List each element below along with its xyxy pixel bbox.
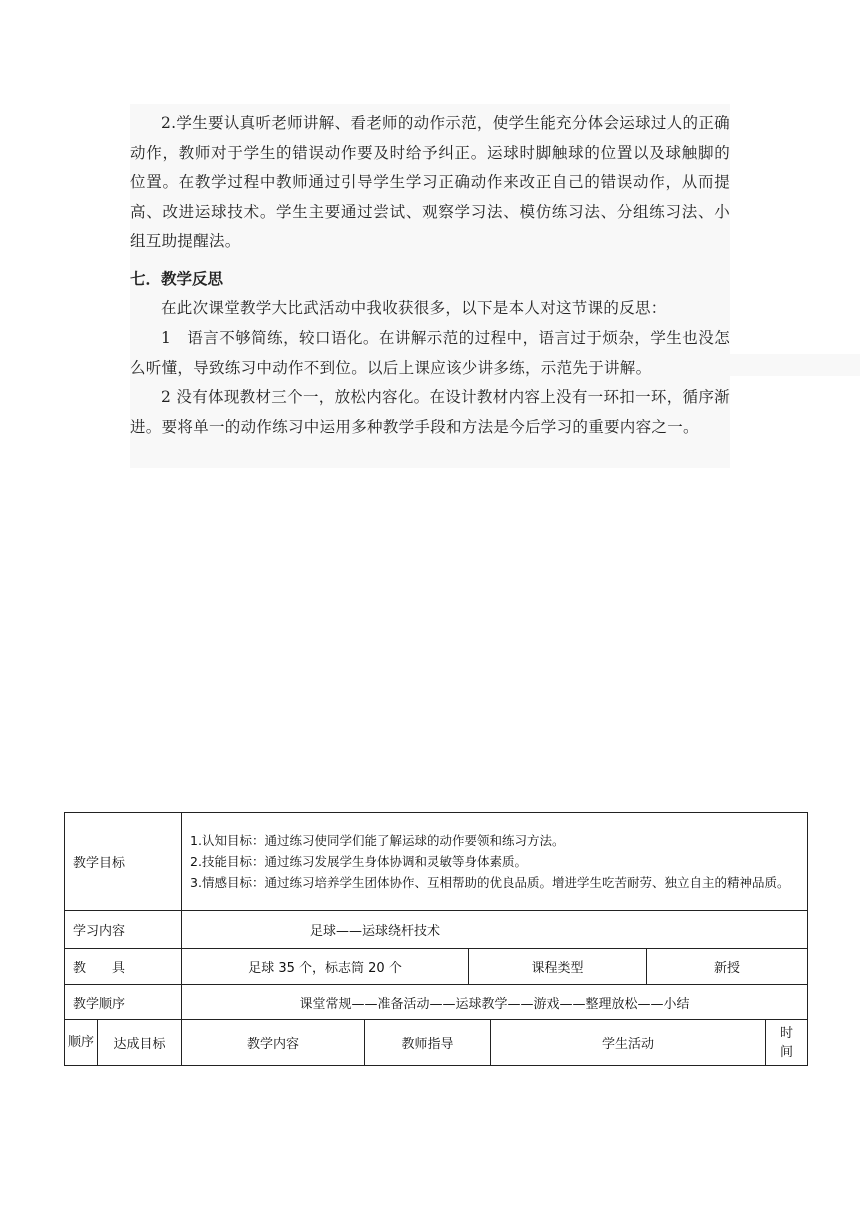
header-target: 达成目标	[98, 1020, 182, 1066]
highlight-strip	[730, 354, 860, 376]
header-content: 教学内容	[182, 1020, 365, 1066]
equipment-value: 足球 35 个，标志筒 20 个	[182, 949, 469, 985]
goal-emotional: 3.情感目标：通过练习培养学生团体协作、互相帮助的优良品质。增进学生吃苦耐劳、独立自主的精神品质。	[190, 875, 790, 890]
lesson-plan-table	[64, 812, 808, 1066]
table-header-row	[65, 1020, 808, 1066]
order-label: 教学顺序	[65, 985, 182, 1020]
section-heading-reflection: 七．教学反思	[130, 270, 224, 288]
table-row-equipment	[65, 949, 808, 985]
goals-cell	[182, 813, 808, 911]
header-guidance: 教师指导	[365, 1020, 491, 1066]
table-row-content	[65, 911, 808, 949]
header-time: 时间	[766, 1020, 808, 1066]
header-seq: 顺序	[65, 1020, 98, 1066]
course-type-value: 新授	[647, 949, 808, 985]
paragraph-reflection-intro: 在此次课堂教学大比武活动中我收获很多，以下是本人对这节课的反思：	[161, 299, 667, 317]
paragraph-learning-method: 2.学生要认真听老师讲解、看老师的动作示范，使学生能充分体会运球过人的正确动作，教师对于学生的错误动作要及时给予纠正。运球时脚触球的位置以及球触脚的位置。在教学过程中教师通过引导学生学习正确动作来改正自己的错误动作，从而提高、改进运球技术。学生主要通过尝试、观察学习法、模仿练习法、分组练习法、小组互助提醒法。	[130, 114, 730, 250]
paragraph-reflection-2: 2 没有体现教材三个一，放松内容化。在设计教材内容上没有一环扣一环，循序渐进。要将单一的动作练习中运用多种教学手段和方法是今后学习的重要内容之一。	[130, 388, 730, 436]
order-value: 课堂常规——准备活动——运球教学——游戏——整理放松——小结	[182, 985, 808, 1020]
table-row-goals	[65, 813, 808, 911]
goals-label: 教学目标	[65, 813, 182, 911]
paragraph-reflection-1: 1 语言不够简练，较口语化。在讲解示范的过程中，语言过于烦杂，学生也没怎么听懂，导致练习中动作不到位。以后上课应该少讲多练，示范先于讲解。	[130, 329, 730, 377]
content-value: 足球——运球绕杆技术	[182, 911, 808, 949]
goal-cognitive: 1.认知目标：通过练习使同学们能了解运球的动作要领和练习方法。	[190, 833, 565, 848]
goal-skill: 2.技能目标：通过练习发展学生身体协调和灵敏等身体素质。	[190, 854, 527, 869]
table-row-order	[65, 985, 808, 1020]
content-label: 学习内容	[65, 911, 182, 949]
equipment-label: 教 具	[65, 949, 182, 985]
header-activity: 学生活动	[491, 1020, 766, 1066]
course-type-label: 课程类型	[469, 949, 647, 985]
